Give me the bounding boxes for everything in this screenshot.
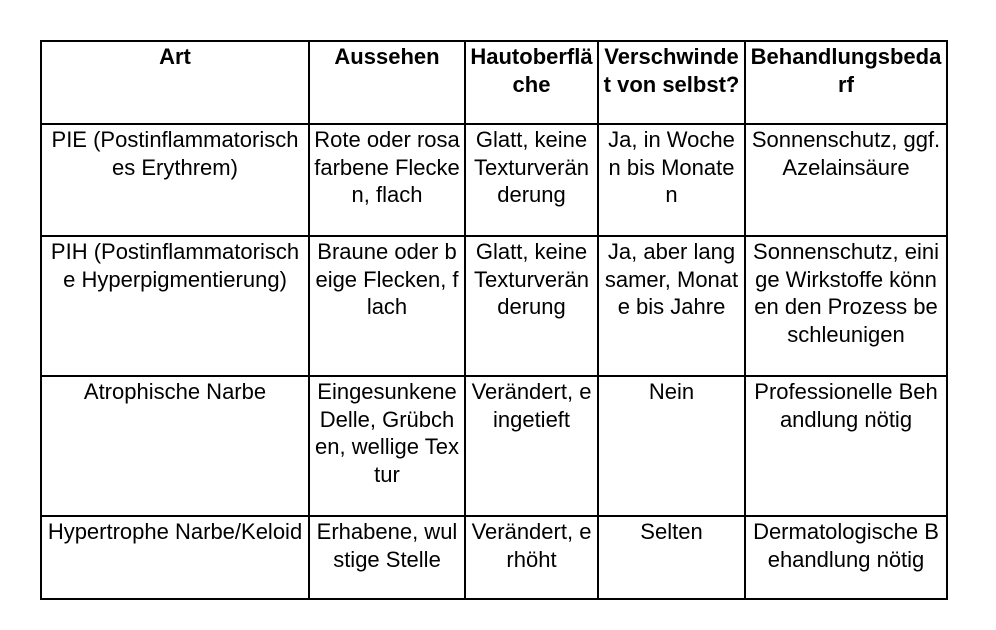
- table-header-row: [41, 41, 947, 124]
- cell-verschwindet: Nein: [598, 376, 745, 516]
- cell-hautoberflaeche: Glatt, keine Texturveränderung: [465, 236, 598, 376]
- table-row: [41, 376, 947, 516]
- header-hautoberflaeche: Hautoberfläche: [465, 41, 598, 124]
- comparison-table: [40, 40, 948, 600]
- cell-verschwindet: Selten: [598, 516, 745, 599]
- cell-hautoberflaeche: Verändert, erhöht: [465, 516, 598, 599]
- table-row: [41, 236, 947, 376]
- header-art: Art: [41, 41, 309, 124]
- cell-art: PIH (Postinflammatorische Hyperpigmentierung): [41, 236, 309, 376]
- cell-verschwindet: Ja, aber langsamer, Monate bis Jahre: [598, 236, 745, 376]
- cell-behandlungsbedarf: Sonnenschutz, einige Wirkstoffe können den Prozess beschleunigen: [745, 236, 947, 376]
- cell-art: Hypertrophe Narbe/Keloid: [41, 516, 309, 599]
- header-behandlungsbedarf: Behandlungsbedarf: [745, 41, 947, 124]
- table-row: [41, 516, 947, 599]
- cell-verschwindet: Ja, in Wochen bis Monaten: [598, 124, 745, 236]
- cell-behandlungsbedarf: Professionelle Behandlung nötig: [745, 376, 947, 516]
- cell-hautoberflaeche: Verändert, eingetieft: [465, 376, 598, 516]
- cell-behandlungsbedarf: Dermatologische Behandlung nötig: [745, 516, 947, 599]
- cell-aussehen: Braune oder beige Flecken, flach: [309, 236, 465, 376]
- cell-art: PIE (Postinflammatorisches Erythrem): [41, 124, 309, 236]
- table-row: [41, 124, 947, 236]
- cell-behandlungsbedarf: Sonnenschutz, ggf. Azelainsäure: [745, 124, 947, 236]
- cell-hautoberflaeche: Glatt, keine Texturveränderung: [465, 124, 598, 236]
- cell-aussehen: Eingesunkene Delle, Grübchen, wellige Textur: [309, 376, 465, 516]
- header-verschwindet: Verschwindet von selbst?: [598, 41, 745, 124]
- cell-aussehen: Rote oder rosafarbene Flecken, flach: [309, 124, 465, 236]
- header-aussehen: Aussehen: [309, 41, 465, 124]
- cell-art: Atrophische Narbe: [41, 376, 309, 516]
- cell-aussehen: Erhabene, wulstige Stelle: [309, 516, 465, 599]
